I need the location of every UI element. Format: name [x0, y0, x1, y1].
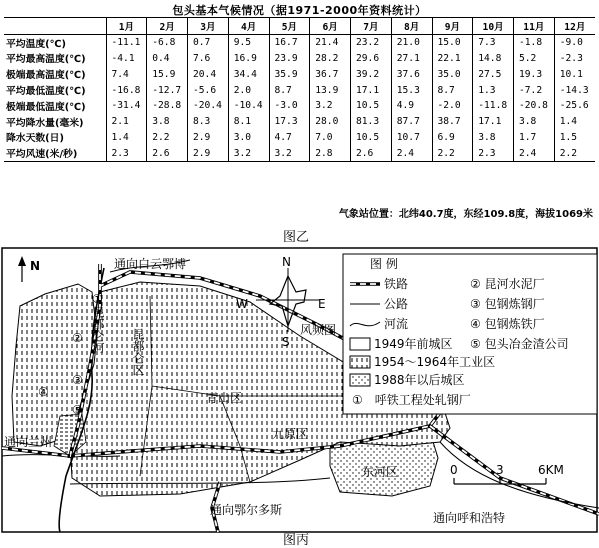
month-header: 3月 — [188, 18, 229, 35]
label-to-lanzhou: 通向兰州 — [4, 435, 53, 449]
table-cell: -2.3 — [554, 51, 595, 67]
label-to-ordos: 通向鄂尔多斯 — [210, 503, 283, 517]
table-cell: 1.4 — [106, 130, 147, 146]
table-cell: 2.2 — [554, 145, 595, 161]
table-cell: 2.4 — [514, 145, 555, 161]
label-to-baiyun: 通向白云鄂博 — [114, 257, 187, 271]
table-cell: 17.1 — [473, 114, 514, 130]
table-cell: 2.0 — [228, 82, 269, 98]
month-header: 11月 — [514, 18, 555, 35]
compass-w: W — [236, 297, 248, 311]
station-note: 气象站位置：北纬40.7度，东经109.8度，海拔1069米 — [338, 209, 593, 220]
table-cell: -12.7 — [147, 82, 188, 98]
table-cell: -1.8 — [514, 34, 555, 50]
table-cell: 35.9 — [269, 66, 310, 82]
table-cell: 81.3 — [351, 114, 392, 130]
table-cell: 36.7 — [310, 66, 351, 82]
table-cell: 87.7 — [391, 114, 432, 130]
table-cell: 3.8 — [473, 130, 514, 146]
table-cell: 2.8 — [310, 145, 351, 161]
row-label: 平均风速(米/秒) — [4, 145, 106, 161]
table-cell: 3.8 — [147, 114, 188, 130]
legend-factory-4: ④ 包钢炼铁厂 — [470, 317, 545, 331]
legend-1954-swatch — [350, 356, 370, 368]
legend-factory-1: ① 呼铁工程处轧钢厂 — [352, 393, 471, 407]
compass-e: E — [318, 297, 326, 311]
table-cell: 15.3 — [391, 82, 432, 98]
table-cell: 8.7 — [432, 82, 473, 98]
legend-1949-swatch — [350, 338, 370, 350]
table-cell: 37.6 — [391, 66, 432, 82]
table-cell: -3.0 — [269, 98, 310, 114]
table-header-row — [4, 18, 595, 35]
north-label: N — [30, 259, 41, 273]
table-cell: -25.6 — [554, 98, 595, 114]
table-cell: 39.2 — [351, 66, 392, 82]
label-donghe: 东河区 — [362, 465, 399, 479]
table-cell: -16.8 — [106, 82, 147, 98]
table-cell: 29.6 — [351, 51, 392, 67]
table-cell: 1.7 — [514, 130, 555, 146]
table-cell: 14.8 — [473, 51, 514, 67]
table-cell: -10.4 — [228, 98, 269, 114]
table-cell: 2.6 — [147, 145, 188, 161]
table-cell: 2.9 — [188, 130, 229, 146]
table-cell: 4.9 — [391, 98, 432, 114]
label-kundulun-river: 昆都仑河 — [91, 306, 105, 354]
row-label: 降水天数(日) — [6, 133, 64, 145]
table-cell: -11.1 — [106, 34, 147, 50]
table-cell: 38.7 — [432, 114, 473, 130]
table-cell: 8.7 — [269, 82, 310, 98]
table-cell: 2.1 — [106, 114, 147, 130]
legend-factory-5: ⑤ 包头冶金渣公司 — [470, 337, 569, 351]
table-cell: 9.5 — [228, 34, 269, 50]
legend-road: 公路 — [384, 297, 409, 311]
table-cell: 4.7 — [269, 130, 310, 146]
table-row — [4, 51, 595, 67]
label-jiuyuan: 九原区 — [272, 427, 309, 441]
table-cell: 7.6 — [188, 51, 229, 67]
table-cell: 16.7 — [269, 34, 310, 50]
table-cell: -11.8 — [473, 98, 514, 114]
month-header: 4月 — [228, 18, 269, 35]
legend-1954: 1954～1964年工业区 — [374, 355, 496, 369]
row-label: 平均最低温度(℃) — [6, 86, 86, 98]
month-header: 2月 — [147, 18, 188, 35]
factory-marker-4: ④ — [38, 385, 49, 399]
table-cell: 16.9 — [228, 51, 269, 67]
table-cell: 10.1 — [554, 66, 595, 82]
table-cell: 10.5 — [351, 98, 392, 114]
month-header: 5月 — [269, 18, 310, 35]
scale-6km: 6KM — [538, 463, 564, 477]
table-cell: 5.2 — [514, 51, 555, 67]
table-cell: 21.4 — [310, 34, 351, 50]
legend-1949: 1949年前城区 — [374, 337, 453, 351]
table-cell: -20.4 — [188, 98, 229, 114]
table-cell: 3.8 — [514, 114, 555, 130]
table-cell: -31.4 — [106, 98, 147, 114]
table-cell: 15.0 — [432, 34, 473, 50]
label-kundulun-district: 昆都仑区 — [131, 328, 145, 376]
table-cell: 28.0 — [310, 114, 351, 130]
north-arrow-icon — [18, 256, 26, 282]
table-title: 包头基本气候情况（据1971-2000年资料统计） — [172, 4, 427, 17]
label-qingshan: 青山区 — [206, 391, 243, 405]
compass-s: S — [282, 335, 290, 349]
table-cell: 3.2 — [310, 98, 351, 114]
table-row — [4, 66, 595, 82]
month-header: 7月 — [351, 18, 392, 35]
table-cell: 0.7 — [188, 34, 229, 50]
table-cell: 0.4 — [147, 51, 188, 67]
climate-table — [4, 17, 595, 162]
table-cell: 2.3 — [473, 145, 514, 161]
table-cell: 22.1 — [432, 51, 473, 67]
table-cell: 17.3 — [269, 114, 310, 130]
city-map — [0, 246, 599, 546]
month-header: 12月 — [554, 18, 595, 35]
legend-river: 河流 — [384, 317, 409, 331]
compass-n: N — [282, 255, 291, 269]
table-cell: 23.9 — [269, 51, 310, 67]
table-row — [4, 145, 595, 161]
table-cell: 1.3 — [473, 82, 514, 98]
table-cell: 10.5 — [351, 130, 392, 146]
table-cell: 34.4 — [228, 66, 269, 82]
table-cell: 35.0 — [432, 66, 473, 82]
factory-marker-2: ② — [72, 331, 83, 345]
scale-bar — [454, 478, 546, 484]
row-label: 平均温度(℃) — [6, 38, 67, 50]
table-cell: -20.8 — [514, 98, 555, 114]
legend-railway: 铁路 — [384, 277, 409, 291]
row-label: 极端最高温度(℃) — [6, 70, 86, 82]
table-cell: -5.6 — [188, 82, 229, 98]
row-label: 平均降水量(毫米) — [6, 117, 84, 129]
table-row — [4, 130, 595, 146]
table-cell: 3.2 — [228, 145, 269, 161]
legend-factory-3: ③ 包钢炼钢厂 — [470, 297, 545, 311]
table-row — [4, 34, 595, 50]
table-cell: 1.4 — [554, 114, 595, 130]
row-label: 平均最高温度(℃) — [6, 54, 86, 66]
month-header: 6月 — [310, 18, 351, 35]
month-header: 9月 — [432, 18, 473, 35]
table-cell: 3.0 — [228, 130, 269, 146]
table-cell: -4.1 — [106, 51, 147, 67]
month-header: 8月 — [391, 18, 432, 35]
table-cell: 1.5 — [554, 130, 595, 146]
table-cell: 8.1 — [228, 114, 269, 130]
table-cell: 17.1 — [351, 82, 392, 98]
table-cell: 20.4 — [188, 66, 229, 82]
table-cell: 2.9 — [188, 145, 229, 161]
table-cell: 2.2 — [147, 130, 188, 146]
table-cell: -9.0 — [554, 34, 595, 50]
table-cell: 19.3 — [514, 66, 555, 82]
table-cell: -6.8 — [147, 34, 188, 50]
legend-title: 图 例 — [370, 257, 398, 271]
table-cell: 8.3 — [188, 114, 229, 130]
scale-3: 3 — [496, 463, 504, 477]
table-cell: 3.2 — [269, 145, 310, 161]
table-cell: 21.0 — [391, 34, 432, 50]
table-cell: 7.0 — [310, 130, 351, 146]
scale-0: 0 — [450, 463, 458, 477]
table-cell: -28.8 — [147, 98, 188, 114]
table-cell: 13.9 — [310, 82, 351, 98]
row-label: 极端最低温度(℃) — [6, 101, 86, 113]
table-cell: 27.5 — [473, 66, 514, 82]
caption-figure-b: 图乙 — [283, 230, 310, 245]
table-cell: 10.7 — [391, 130, 432, 146]
factory-marker-3: ③ — [72, 373, 83, 387]
factory-marker-1: ① — [92, 292, 103, 306]
table-cell: 2.3 — [106, 145, 147, 161]
legend-1988-swatch — [350, 374, 370, 386]
label-to-hohhot: 通向呼和浩特 — [433, 511, 506, 525]
table-cell: 6.9 — [432, 130, 473, 146]
table-row — [4, 98, 595, 114]
month-header: 10月 — [473, 18, 514, 35]
table-cell: 28.2 — [310, 51, 351, 67]
table-cell: 7.4 — [106, 66, 147, 82]
table-cell: 7.3 — [473, 34, 514, 50]
table-cell: 15.9 — [147, 66, 188, 82]
table-row — [4, 82, 595, 98]
legend-factory-2: ② 昆河水泥厂 — [470, 277, 545, 291]
table-cell: 2.4 — [391, 145, 432, 161]
table-cell: -14.3 — [554, 82, 595, 98]
table-cell: -2.0 — [432, 98, 473, 114]
table-row — [4, 114, 595, 130]
table-cell: 2.2 — [432, 145, 473, 161]
table-cell: -7.2 — [514, 82, 555, 98]
month-header: 1月 — [106, 18, 147, 35]
caption-figure-c: 图丙 — [283, 533, 310, 548]
table-cell: 27.1 — [391, 51, 432, 67]
header-corner — [4, 18, 106, 35]
table-cell: 23.2 — [351, 34, 392, 50]
factory-marker-5: ⑤ — [72, 403, 83, 417]
compass-label: 风频图 — [300, 323, 337, 337]
legend-1988: 1988年以后城区 — [374, 373, 465, 387]
table-cell: 2.6 — [351, 145, 392, 161]
